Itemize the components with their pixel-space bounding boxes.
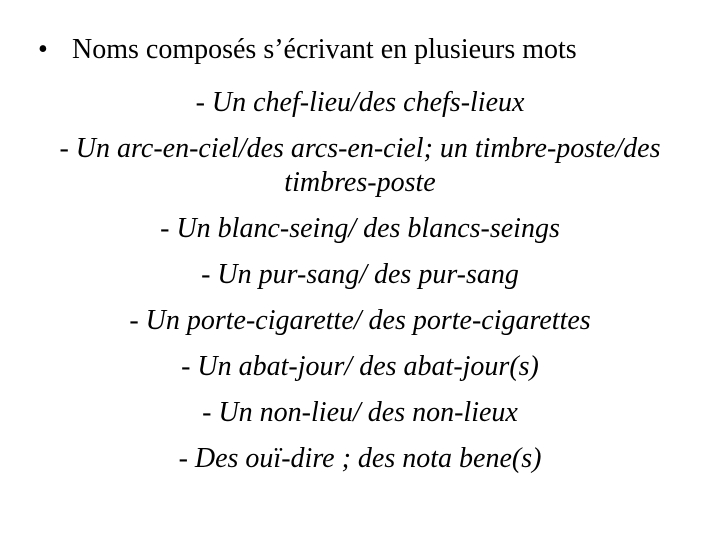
example-blanc-seing: - Un blanc-seing/ des blancs-seings [160, 213, 560, 244]
bullet-marker: • [38, 34, 48, 65]
example-non-lieu: - Un non-lieu/ des non-lieux [202, 397, 518, 428]
example-arc-en-ciel: - Un arc-en-ciel/des arcs-en-ciel; un timbre-poste/des timbres-poste [59, 133, 661, 198]
example-chef-lieu: - Un chef-lieu/des chefs-lieux [195, 87, 525, 118]
example-abat-jour: - Un abat-jour/ des abat-jour(s) [181, 351, 539, 382]
example-oui-dire: - Des ouï-dire ; des nota bene(s) [178, 443, 542, 474]
example-pur-sang: - Un pur-sang/ des pur-sang [201, 259, 519, 290]
bullet-heading-text: Noms composés s’écrivant en plusieurs mots [72, 34, 577, 65]
bullet-heading [38, 30, 577, 70]
example-list [50, 80, 670, 482]
example-porte-cigarette: - Un porte-cigarette/ des porte-cigarettes [129, 305, 591, 336]
